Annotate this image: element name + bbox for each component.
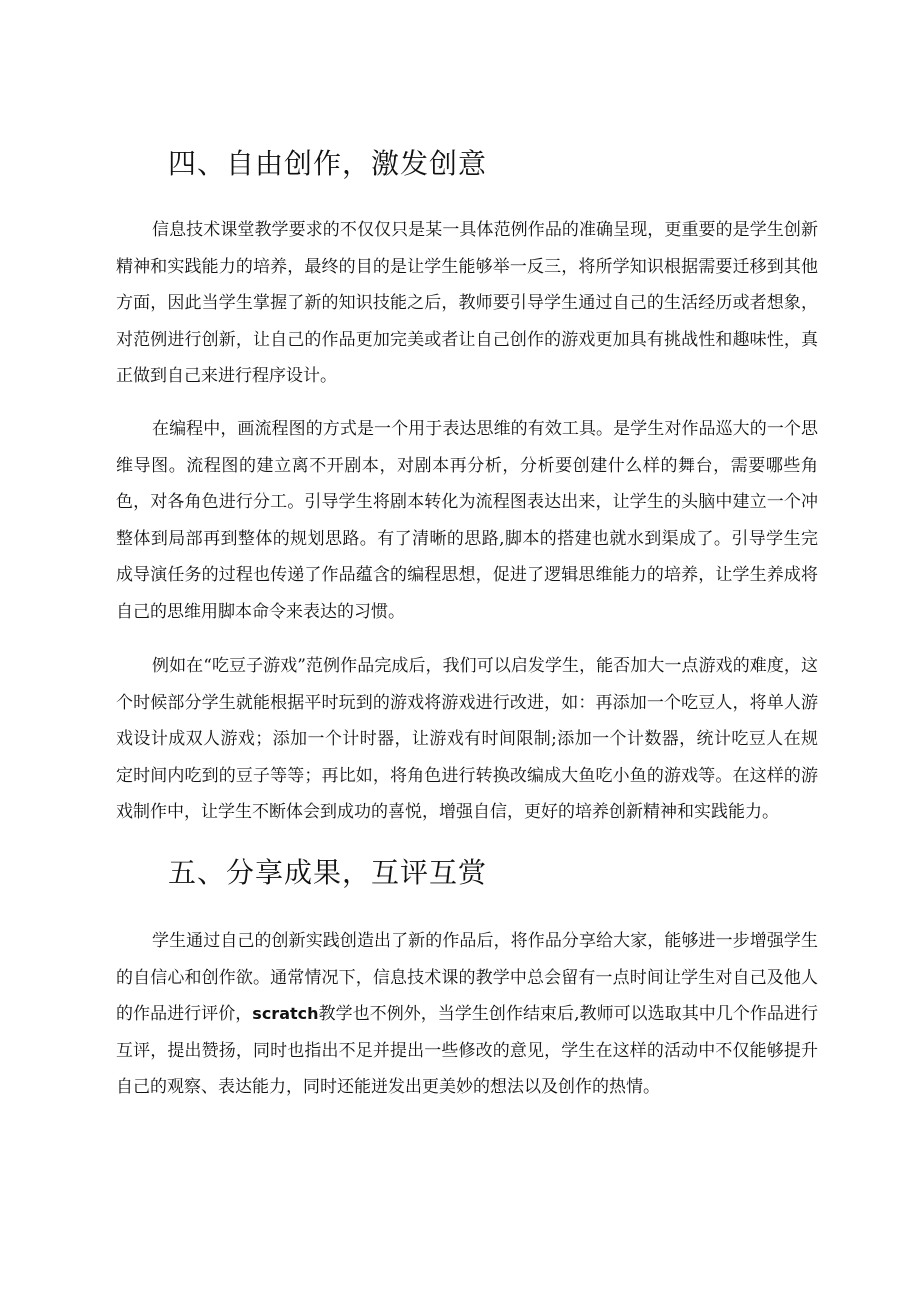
section-5-text-before: 学生通过自己的创新实践创造出了新的作品后，将作品分享给大家，能够进一步增强学生的自信心和创作欲。通常情况下，信息技术课的教学中总会留有一点时间让学生对自己及他人的作品进行评价， — [116, 931, 818, 1025]
section-4-paragraph-2: 在编程中，画流程图的方式是一个用于表达思维的有效工具。是学生对作品巡大的一个思维导图。流程图的建立离不开剧本，对剧本再分析，分析要创建什么样的舞台，需要哪些角色，对各角色进行分工。引导学生将剧本转化为流程图表达出来，让学生的头脑中建立一个冲整体到局部再到整体的规划思路。有了清晰的思路,脚本的搭建也就水到渠成了。引导学生完成导演任务的过程也传递了作品蕴含的编程思想，促进了逻辑思维能力的培养，让学生养成将自己的思维用脚本命令来表达的习惯。 — [116, 419, 818, 622]
scratch-term: scratch — [252, 1004, 319, 1024]
section-4-paragraph-3: 例如在“吃豆子游戏”范例作品完成后，我们可以启发学生，能否加大一点游戏的难度，这个时候部分学生就能根据平时玩到的游戏将游戏进行改进，如：再添加一个吃豆人，将单人游戏设计成双人游戏；添加一个计时器，让游戏有时间限制;添加一个计数器，统计吃豆人在规定时间内吃到的豆子等等；再比如，将角色进行转换改编成大鱼吃小鱼的游戏等。在这样的游戏制作中，让学生不断体会到成功的喜悦，增强自信，更好的培养创新精神和实践能力。 — [116, 656, 818, 823]
section-5-text-after: 教学也不例外，当学生创作结束后,教师可以选取其中几个作品进行互评，提出赞扬，同时也指出不足并提出一些修改的意见，学生在这样的活动中不仅能够提升自己的观察、表达能力，同时还能迸发出更美妙的想法以及创作的热情。 — [116, 1004, 819, 1098]
section-4-heading: 四、自由创作，激发创意 — [168, 147, 488, 180]
section-5-heading: 五、分享成果，互评互赏 — [168, 856, 488, 889]
section-5-paragraph-1 — [116, 923, 818, 1106]
section-4-paragraph-1: 信息技术课堂教学要求的不仅仅只是某一具体范例作品的准确呈现，更重要的是学生创新精神和实践能力的培养，最终的目的是让学生能够举一反三，将所学知识根据需要迁移到其他方面，因此当学生掌握了新的知识技能之后，教师要引导学生通过自己的生活经历或者想象，对范例进行创新，让自己的作品更加完美或者让自己创作的游戏更加具有挑战性和趣味性，真正做到自己来进行程序设计。 — [116, 220, 818, 387]
